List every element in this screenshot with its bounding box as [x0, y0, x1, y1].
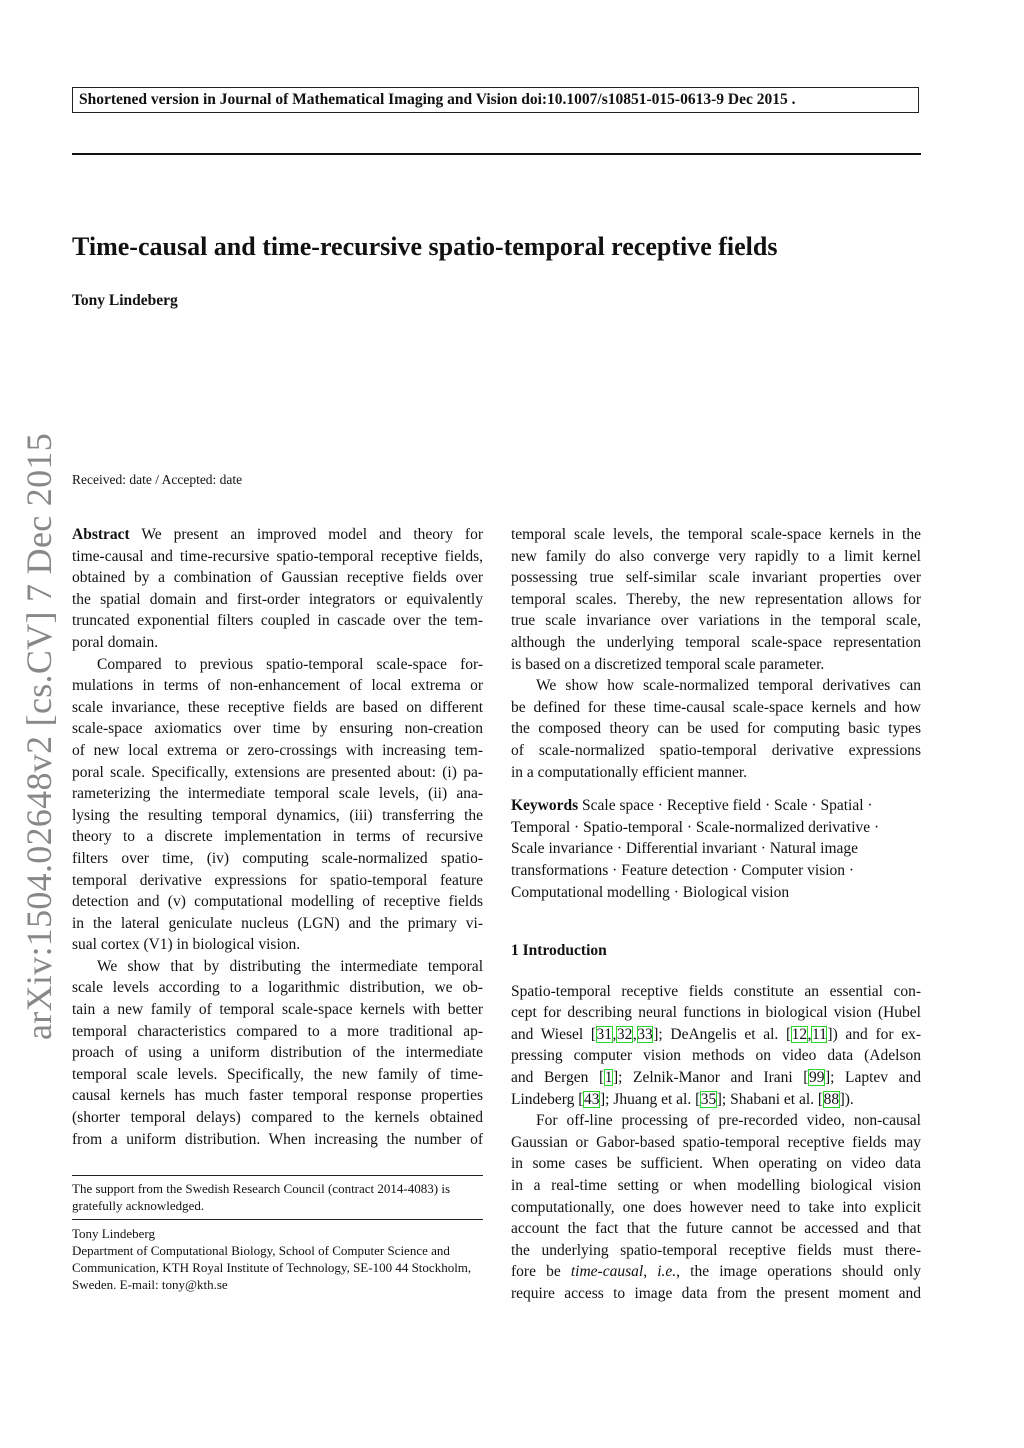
text-line: mulations in terms of non-enhancement of local extrema or — [72, 677, 483, 695]
text-line: truncated exponential filters coupled in cascade over the tem- — [72, 612, 483, 630]
paragraph — [511, 795, 921, 903]
run-in-heading: Abstract — [72, 526, 130, 543]
text-line: account the fact that the future cannot be accessed and that — [511, 1220, 921, 1238]
received-accepted-dates: Received: date / Accepted: date — [72, 472, 243, 487]
text-line: in some cases be sufficient. When operating on video data — [511, 1155, 921, 1173]
text-line: obtained by a combination of Gaussian receptive fields over — [72, 569, 483, 587]
text-line: (shorter temporal delays) compared to the kernels obtained — [72, 1109, 483, 1127]
arxiv-stamp: arXiv:1504.02648v2 [cs.CV] 7 Dec 2015 — [19, 433, 59, 1040]
text-line: cept for describing neural functions in biological vision (Hubel — [511, 1004, 921, 1022]
text-line: tain a new family of temporal scale-space kernels with better — [72, 1001, 483, 1019]
text-line: filters over time, (iv) computing scale-normalized spatio- — [72, 849, 483, 867]
citation-link[interactable]: 32 — [616, 1025, 633, 1043]
text-line: and Bergen [1]; Zelnik-Manor and Irani [99]; Laptev and — [511, 1069, 922, 1087]
affiliation-name: Tony Lindeberg — [72, 1226, 155, 1241]
citation-link[interactable]: 43 — [583, 1090, 600, 1108]
text-line: poral domain. — [72, 633, 159, 651]
text-line: require access to image data from the present moment and — [511, 1285, 921, 1302]
text-line: of new local extrema or zero-crossings with increasing tem- — [72, 741, 483, 759]
text-line: Abstract We present an improved model and theory for — [72, 526, 483, 543]
journal-citation-header: Shortened version in Journal of Mathematical Imaging and Vision doi:10.1007/s10851-015-0613-9 Dec 2015 . — [72, 87, 919, 113]
footnote-rule — [72, 1219, 483, 1220]
text-line: of scale-normalized spatio-temporal derivative expressions — [511, 741, 921, 759]
citation-link[interactable]: 99 — [808, 1069, 825, 1087]
text-line: true scale invariance over variations in the temporal scale, — [511, 612, 921, 630]
emphasis: i.e. — [657, 1263, 677, 1281]
text-line: pressing computer vision methods on video data (Adelson — [511, 1047, 921, 1065]
text-line: We show that by distributing the intermediate temporal — [97, 957, 483, 975]
text-line: Lindeberg [43]; Jhuang et al. [35]; Shabani et al. [88]). — [511, 1090, 854, 1108]
funding-footnote: The support from the Swedish Research Council (contract 2014-4083) is gratefully acknowledged. — [72, 1181, 450, 1213]
text-line: the composed theory can be used for computing basic types — [511, 720, 921, 738]
text-line: Spatio-temporal receptive fields constitute an essential con- — [511, 982, 921, 1000]
text-line: Scale invariance · Differential invariant · Natural image — [511, 840, 859, 858]
text-line: temporal scales. Thereby, the new representation allows for — [511, 590, 921, 608]
text-line: new family do also converge very rapidly to a limit kernel — [511, 547, 921, 565]
text-line: transformations · Feature detection · Computer vision · — [511, 861, 855, 879]
text-line: Keywords Scale space · Receptive field · Scale · Spatial · — [511, 797, 873, 815]
author-affiliation — [72, 1225, 483, 1293]
citation-link[interactable]: 35 — [700, 1090, 717, 1108]
text-line: lysing the resulting temporal dynamics, (iii) transferring the — [72, 806, 483, 824]
abstract-continued — [511, 524, 921, 783]
text-line: from a uniform distribution. When increasing the number of — [72, 1130, 483, 1148]
section-heading-introduction: 1 Introduction — [511, 942, 607, 960]
citation-link[interactable]: 1 — [604, 1069, 613, 1087]
keywords — [511, 795, 921, 903]
citation-link[interactable]: 11 — [811, 1025, 827, 1043]
text-line: fore be time-causal, i.e., the image operations should only — [511, 1263, 921, 1281]
author-name: Tony Lindeberg — [72, 292, 178, 309]
text-line: proach of using a uniform distribution of the intermediate — [72, 1044, 483, 1062]
text-line: scale-space axiomatics over time by ensuring non-creation — [72, 720, 483, 738]
text-line: temporal derivative expressions for spatio-temporal feature — [72, 871, 483, 889]
citation-link[interactable]: 33 — [637, 1025, 653, 1043]
text-line: time-causal and time-recursive spatio-temporal receptive fields, — [72, 547, 483, 565]
text-line: temporal scale levels. Specifically, the new family of time- — [72, 1065, 483, 1083]
paragraph — [511, 1110, 921, 1304]
paragraph — [72, 956, 483, 1150]
paragraph — [511, 981, 921, 1111]
text-line: Computational modelling · Biological vision — [511, 883, 790, 901]
text-line: theory to a discrete implementation in terms of recursive — [72, 828, 483, 846]
text-line: scale invariance, these receptive fields are based on different — [72, 698, 483, 716]
text-line: Temporal · Spatio-temporal · Scale-normalized derivative · — [511, 818, 880, 836]
text-line: We show how scale-normalized temporal derivatives can — [536, 677, 921, 695]
text-line: possessing true self-similar scale invariant properties over — [511, 569, 921, 587]
text-line: in the lateral geniculate nucleus (LGN) and the primary vi- — [72, 914, 483, 932]
right-column — [511, 524, 921, 1305]
header-rule — [72, 153, 921, 155]
text-line: in a real-time setting or when modelling biological vision — [511, 1177, 921, 1195]
paragraph — [72, 524, 483, 654]
emphasis: time-causal — [570, 1263, 644, 1281]
paper-title: Time-causal and time-recursive spatio-temporal receptive fields — [72, 232, 778, 261]
text-line: computationally, one does however need to take into explicit — [511, 1198, 921, 1216]
text-line: Gaussian or Gabor-based spatio-temporal receptive fields may — [511, 1133, 921, 1151]
text-line: poral scale. Specifically, extensions are presented about: (i) pa- — [72, 763, 483, 781]
left-column-abstract — [72, 524, 483, 1150]
text-line: causal kernels has much faster temporal response properties — [72, 1087, 483, 1105]
text-line: For off-line processing of pre-recorded video, non-causal — [536, 1112, 921, 1130]
text-line: sual cortex (V1) in biological vision. — [72, 936, 301, 954]
citation-link[interactable]: 88 — [823, 1090, 840, 1108]
text-line: detection and (v) computational modelling of receptive fields — [72, 893, 483, 911]
citation-link[interactable]: 12 — [791, 1025, 808, 1043]
affiliation-address: Department of Computational Biology, School of Computer Science and Communication, KTH Royal Institute of Technology, SE-100 44 Stockholm, Sweden. E-mail: tony@kth.se — [72, 1243, 472, 1292]
text-line: is based on a discretized temporal scale parameter. — [511, 655, 825, 673]
text-line: although the underlying temporal scale-space representation — [511, 633, 921, 651]
text-line: temporal characteristics compared to a more traditional ap- — [72, 1022, 483, 1040]
paragraph — [72, 654, 483, 956]
text-line: the spatial domain and first-order integrators or equivalently — [72, 590, 483, 608]
run-in-heading: Keywords — [511, 797, 579, 815]
text-line: temporal scale levels, the temporal scale-space kernels in the — [511, 526, 921, 543]
paragraph — [511, 524, 921, 675]
text-line: be defined for these time-causal scale-space kernels and how — [511, 698, 921, 716]
text-line: in a computationally efficient manner. — [511, 763, 748, 781]
introduction-text — [511, 981, 921, 1305]
text-line: scale levels according to a logarithmic distribution, we ob- — [72, 979, 483, 997]
citation-link[interactable]: 31 — [596, 1025, 613, 1043]
paragraph — [511, 675, 921, 783]
text-line: the underlying spatio-temporal receptive fields must there- — [511, 1241, 921, 1259]
footnote-rule — [72, 1175, 483, 1176]
text-line: and Wiesel [31,32,33]; DeAngelis et al. [12,11]) and for ex- — [511, 1025, 921, 1043]
text-line: rameterizing the intermediate temporal scale levels, (ii) ana- — [72, 785, 483, 803]
text-line: Compared to previous spatio-temporal scale-space for- — [97, 655, 483, 673]
